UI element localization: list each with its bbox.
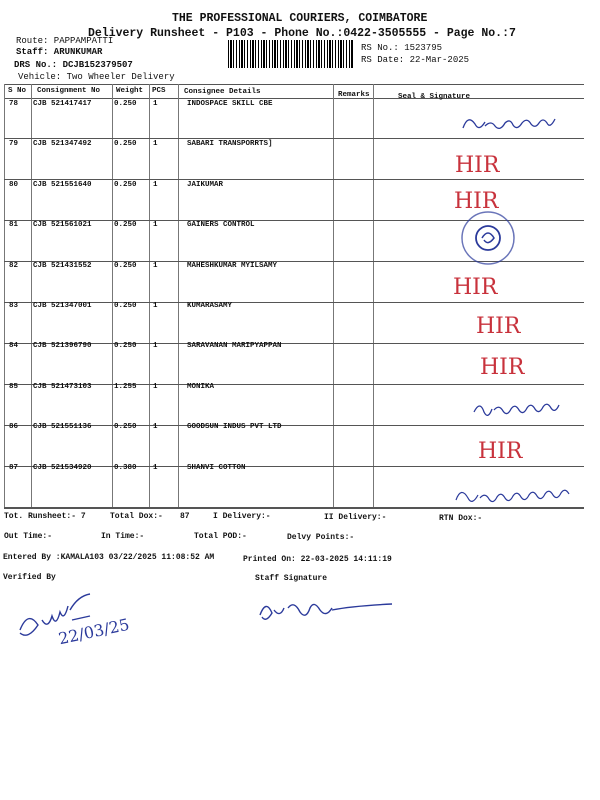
in-time: In Time:-	[101, 532, 145, 541]
col-pcs: PCS	[152, 87, 166, 95]
row-consignee: JAIKUMAR	[187, 180, 224, 189]
row-consignee: SARAVANAN MARIPYAPPAN	[187, 342, 282, 351]
row-pcs: 1	[153, 221, 158, 230]
verified-by: Verified By	[3, 573, 56, 582]
row-consignment-no: CJB 521473103	[33, 382, 92, 391]
svg-text:HIR: HIR	[453, 275, 498, 300]
ii-delivery: II Delivery:-	[324, 513, 387, 522]
signature-row-85	[470, 394, 580, 424]
row-pcs: 1	[153, 342, 158, 351]
company-stamp	[458, 208, 518, 268]
row-consignee: GAINERS CONTROL	[187, 221, 255, 230]
row-pcs: 1	[153, 382, 158, 391]
svg-text:HIR: HIR	[454, 189, 499, 214]
staff: Staff: ARUNKUMAR	[16, 47, 103, 57]
rs-date: RS Date: 22-Mar-2025	[361, 55, 470, 65]
rtn-dox: RTN Dox:-	[439, 514, 483, 523]
row-consignee: MAHESHKUMAR MYILSAMY	[187, 261, 278, 270]
drs-number: DRS No.: DCJB152379507	[14, 60, 133, 70]
initials-row-84	[480, 352, 540, 380]
row-pcs: 1	[153, 100, 158, 108]
svg-text:HIR: HIR	[478, 439, 523, 464]
row-pcs: 1	[153, 423, 158, 432]
row-consignee: KUMARASAMY	[187, 302, 233, 310]
initials-row-86	[478, 436, 538, 464]
row-pcs: 1	[153, 463, 158, 472]
company-title: THE PROFESSIONAL COURIERS, COIMBATORE	[172, 12, 428, 25]
row-sno: 83	[9, 302, 19, 310]
col-consignee: Consignee Details	[184, 88, 261, 96]
row-sno: 78	[9, 100, 19, 108]
row-consignee: SABARI TRANSPORRTS]	[187, 140, 273, 149]
initials-row-83	[476, 311, 536, 339]
row-sno: 86	[9, 423, 19, 432]
row-consignment-no: CJB 521551640	[33, 180, 92, 189]
signature-row-78	[455, 108, 585, 138]
col-consignment: Consignment No	[37, 87, 101, 95]
row-pcs: 1	[153, 180, 158, 189]
initials-row-79	[455, 150, 505, 178]
row-consignment-no: CJB 521551136	[33, 423, 92, 432]
row-pcs: 1	[153, 140, 158, 149]
row-consignment-no: CJB 521417417	[33, 100, 92, 108]
staff-signature-label: Staff Signature	[255, 574, 328, 583]
row-consignment-no: CJB 521534920	[33, 463, 92, 472]
row-weight: 0.250	[114, 180, 137, 189]
row-sno: 79	[9, 140, 19, 149]
row-consignment-no: CJB 521396790	[33, 342, 92, 351]
row-consignee: GOODSUN INDUS PVT LTD	[187, 423, 282, 432]
printed-on: Printed On: 22-03-2025 14:11:19	[243, 555, 392, 564]
svg-text:HIR: HIR	[480, 355, 525, 380]
row-sno: 87	[9, 463, 19, 472]
row-consignment-no: CJB 521431552	[33, 261, 92, 270]
row-divider	[4, 138, 584, 139]
row-weight: 1.255	[114, 382, 137, 391]
route: Route: PAPPAMPATTI	[16, 36, 114, 46]
row-pcs: 1	[153, 302, 158, 310]
rs-number: RS No.: 1523795	[361, 43, 443, 53]
delvy-points: Delvy Points:-	[287, 533, 355, 542]
entered-by: Entered By :KAMALA103 03/22/2025 11:08:52 AM	[3, 553, 215, 562]
row-consignee: MONIKA	[187, 382, 215, 391]
row-weight: 0.250	[114, 342, 137, 351]
row-consignee: SHANVI COTTON	[187, 463, 246, 472]
staff-signature	[252, 590, 402, 630]
total-dox-value: 87	[180, 512, 190, 521]
col-weight: Weight	[116, 87, 144, 95]
row-consignment-no: CJB 521347492	[33, 140, 92, 149]
row-weight: 0.250	[114, 140, 137, 149]
row-weight: 0.250	[114, 261, 137, 270]
col-seal-signature: Seal & Signature	[398, 93, 471, 101]
col-remarks: Remarks	[338, 91, 370, 99]
signature-row-87	[452, 482, 597, 512]
out-time: Out Time:-	[4, 532, 53, 541]
barcode	[228, 40, 354, 68]
row-sno: 85	[9, 382, 19, 391]
row-consignment-no: CJB 521347001	[33, 302, 92, 310]
verifier-date: 22/03/25	[56, 614, 132, 649]
total-dox-label: Total Dox:-	[110, 512, 163, 521]
row-sno: 84	[9, 342, 19, 351]
tot-runsheet: Tot. Runsheet:- 7	[4, 512, 86, 521]
col-sno: S No	[8, 87, 27, 95]
svg-text:HIR: HIR	[455, 153, 500, 178]
row-sno: 80	[9, 180, 19, 189]
row-consignment-no: CJB 521561021	[33, 221, 92, 230]
row-weight: 0.250	[114, 302, 137, 310]
row-pcs: 1	[153, 261, 158, 270]
row-sno: 82	[9, 261, 19, 270]
runsheet-line: Delivery Runsheet - P103 - Phone No.:0422-3505555 - Page No.:7	[88, 27, 516, 40]
row-weight: 0.250	[114, 221, 137, 230]
i-delivery: I Delivery:-	[213, 512, 271, 521]
row-sno: 81	[9, 221, 19, 230]
row-consignee: INDOSPACE SKILL CBE	[187, 100, 273, 108]
total-pod: Total POD:-	[194, 532, 247, 541]
row-weight: 0.250	[114, 100, 137, 108]
svg-text:HIR: HIR	[476, 314, 521, 339]
row-weight: 0.250	[114, 423, 137, 432]
vehicle: Vehicle: Two Wheeler Delivery	[18, 72, 175, 82]
row-weight: 0.380	[114, 463, 137, 472]
initials-row-82	[453, 272, 503, 300]
